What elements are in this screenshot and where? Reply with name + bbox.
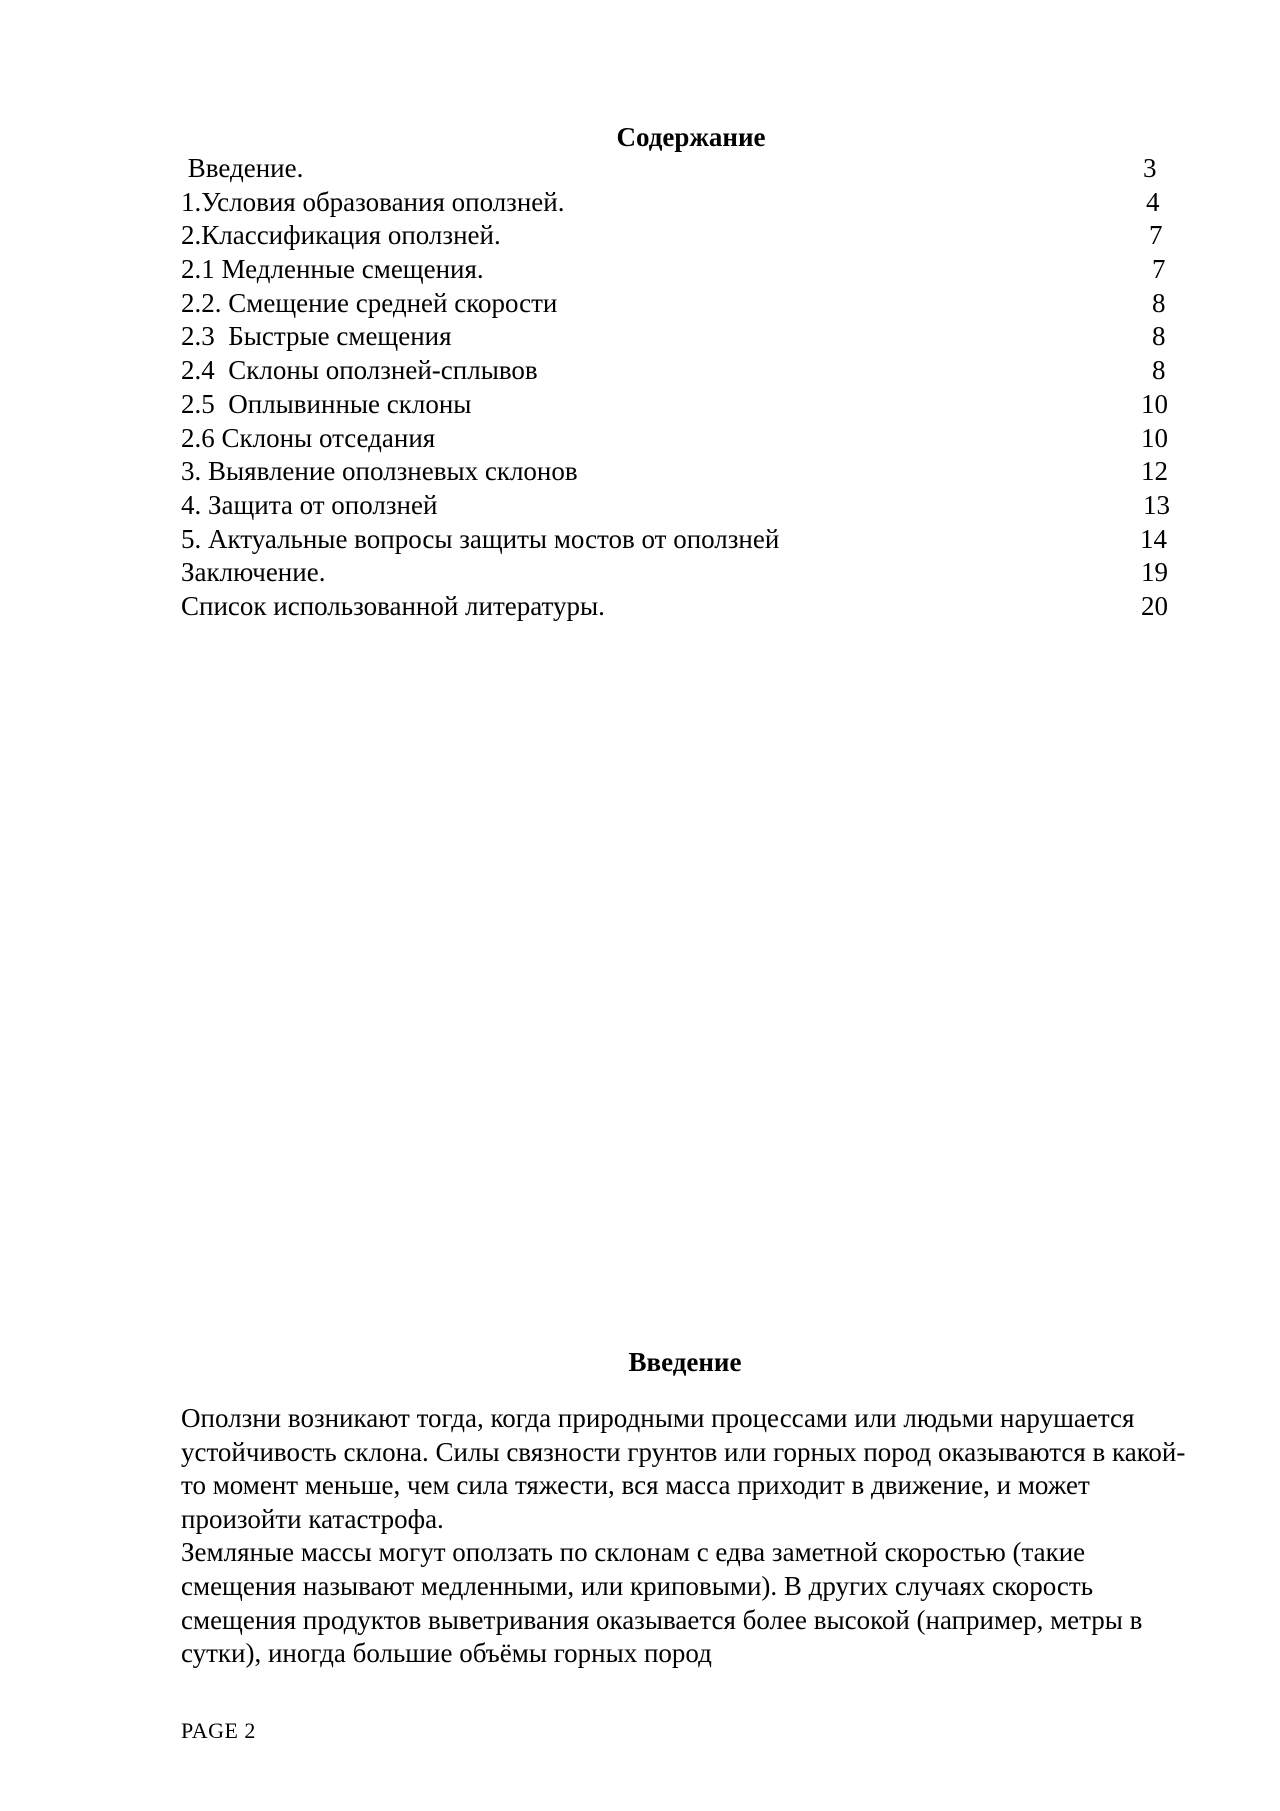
intro-paragraph: Оползни возникают тогда, когда природными процессами или людьми нарушается устойчивость склона. Силы связности грунтов или горных пород оказываются в какой-то момент меньше, чем сила тяжести, вся масса приходит в движение, и может произойти катастрофа. — [181, 1403, 1186, 1534]
intro-heading: Введение — [628, 1347, 742, 1377]
toc-entry — [181, 354, 1186, 388]
toc-entry-page: 12 — [1141, 456, 1168, 487]
toc-entry-page: 3 — [1143, 153, 1157, 183]
toc-entry-label: Введение. — [181, 153, 304, 183]
toc-entry — [181, 556, 1186, 590]
toc-entry-page: 8 — [1152, 355, 1166, 386]
toc-entry-page: 8 — [1152, 287, 1166, 318]
toc-entry-label: Заключение. — [181, 557, 326, 588]
toc-entry-page: 14 — [1140, 523, 1167, 554]
toc-entry-label: 2.2. Смещение средней скорости — [181, 287, 558, 318]
toc-entry — [181, 320, 1186, 354]
toc-title: Содержание — [616, 122, 766, 152]
toc-entry-label: Список использованной литературы. — [181, 590, 605, 621]
toc-entry-label: 2.3 Быстрые смещения — [181, 321, 452, 352]
intro-body — [181, 1402, 1201, 1671]
toc-entry-label: 2.5 Оплывинные склоны — [181, 388, 472, 419]
toc-entry — [181, 489, 1186, 523]
toc-entry-page: 8 — [1152, 321, 1166, 352]
intro-paragraph: Земляные массы могут оползать по склонам с едва заметной скоростью (такие смещения называют медленными, или криповыми). В других случаях скорость смещения продуктов выветривания оказывается более высокой (например, метры в сутки), иногда большие объёмы горных пород — [181, 1537, 1143, 1669]
toc-entry-page: 10 — [1141, 422, 1168, 453]
table-of-contents — [181, 152, 1186, 624]
toc-entry-label: 5. Актуальные вопросы защиты мостов от оползней — [181, 523, 780, 554]
toc-entry — [181, 455, 1186, 489]
toc-entry-label: 2.1 Медленные смещения. — [181, 254, 484, 285]
toc-entry-page: 10 — [1141, 388, 1168, 419]
toc-entry-label: 1.Условия образования оползней. — [181, 186, 565, 217]
toc-entry-label: 2.Классификация оползней. — [181, 220, 501, 251]
toc-entry — [181, 523, 1186, 557]
toc-entry-page: 13 — [1143, 489, 1170, 520]
toc-entry-page: 7 — [1152, 254, 1166, 285]
toc-entry-label: 4. Защита от оползней — [181, 489, 438, 520]
toc-entry — [181, 388, 1186, 422]
toc-entry-page: 7 — [1149, 220, 1163, 251]
toc-entry — [181, 422, 1186, 456]
toc-entry — [181, 186, 1186, 220]
toc-entry-label: 3. Выявление оползневых склонов — [181, 456, 578, 487]
toc-entry-label: 2.4 Склоны оползней-сплывов — [181, 355, 538, 386]
toc-entry-page: 19 — [1141, 557, 1168, 588]
toc-entry — [181, 219, 1186, 253]
toc-entry-label: 2.6 Склоны отседания — [181, 422, 436, 453]
page-number-footer: PAGE 2 — [181, 1718, 256, 1743]
toc-entry-page: 4 — [1146, 186, 1160, 217]
toc-entry — [181, 253, 1186, 287]
toc-entry — [181, 287, 1186, 321]
toc-entry-page: 20 — [1141, 590, 1168, 621]
toc-entry — [181, 152, 1186, 186]
toc-entry — [181, 590, 1186, 624]
